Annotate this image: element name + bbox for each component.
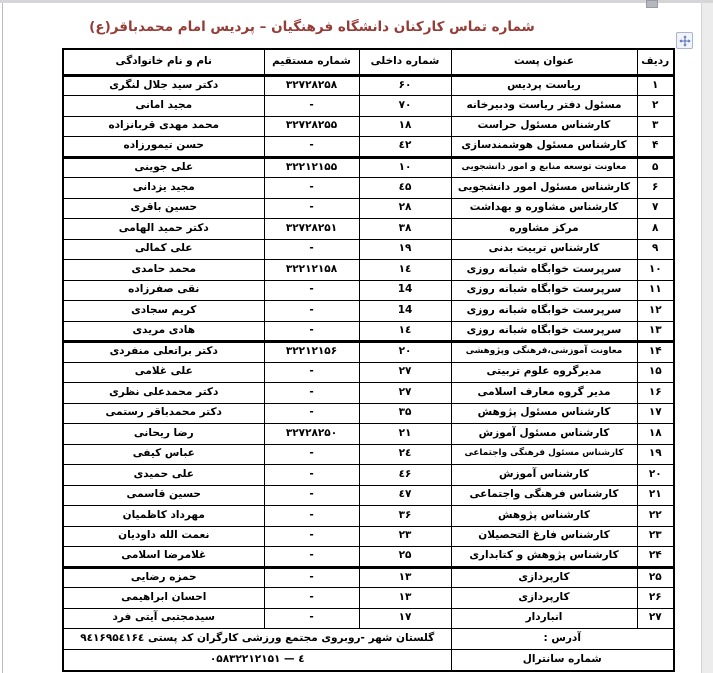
cell-position: سرپرست خوابگاه شبانه روزی [451,301,637,322]
cell-direct-number: ۳۲۷۲۸۲۵۵ [264,116,359,137]
table-row [63,547,674,568]
cell-extension: ۲۸ [359,198,451,219]
table-row [63,403,674,424]
cell-name: سیدمجتبی آیتی فرد [63,608,264,629]
cell-name: رضا ریحانی [63,424,264,445]
centrale-row [63,650,674,671]
cell-extension: ۲۰ [359,342,451,363]
cell-row-number: ۵ [637,157,674,178]
cell-extension: ۲۳ [359,526,451,547]
cell-name: دکتر سید جلال لنگری [63,75,264,96]
cell-direct-number: - [264,178,359,199]
cell-direct-number: - [264,608,359,629]
table-row [63,198,674,219]
cell-row-number: ۲۳ [637,526,674,547]
cell-direct-number: - [264,321,359,342]
table-row [63,116,674,137]
table-row [63,321,674,342]
table-row [63,567,674,588]
table-row [63,383,674,404]
cell-row-number: ۲ [637,96,674,117]
table-row [63,424,674,445]
cell-position: کارشناس تربیت بدنی [451,239,637,260]
cell-position: کارشناس فارغ التحصیلان [451,526,637,547]
column-header-direct-number: شماره مستقیم [264,49,359,75]
cell-name: نقی صفرزاده [63,280,264,301]
cell-extension: ۱٤ [359,260,451,281]
cell-row-number: ۱۵ [637,362,674,383]
cell-direct-number: - [264,383,359,404]
centrale-value-cell [63,650,451,671]
cell-row-number: ۱۲ [637,301,674,322]
cell-direct-number: - [264,403,359,424]
cell-direct-number: ۳۲۷۲۸۲۵۰ [264,424,359,445]
table-row [63,342,674,363]
scrollbar-thumb[interactable] [646,0,658,8]
page-right-margin [701,3,713,673]
cell-name: محمد مهدی قربانزاده [63,116,264,137]
cell-position: کارشناس مسئول فرهنگی واجتماعی [451,444,637,465]
cell-name: نعمت الله داودیان [63,526,264,547]
centrale-label: شماره سانترال [451,650,674,671]
contact-table [62,48,675,672]
cell-row-number: ۱۳ [637,321,674,342]
cell-direct-number: - [264,96,359,117]
cell-position: کارشناس فرهنگی واجتماعی [451,485,637,506]
table-row [63,75,674,96]
cell-name: مهرداد کاظمیان [63,506,264,527]
cell-position: معاونت آموزشی،فرهنگی وپژوهشی [451,342,637,363]
cell-extension: ۲۷ [359,383,451,404]
cell-extension: ۲٤ [359,444,451,465]
cell-position: مدیر گروه معارف اسلامی [451,383,637,404]
cell-position: کارپردازی [451,567,637,588]
cell-row-number: ۸ [637,219,674,240]
cell-direct-number: ۳۲۲۱۲۱۵۶ [264,342,359,363]
cell-direct-number: - [264,526,359,547]
cell-position: کارشناس پژوهش و کتابداری [451,547,637,568]
cell-name: غلامرضا اسلامی [63,547,264,568]
cell-position: کارشناس مسئول هوشمندسازی [451,137,637,158]
column-header-row-number: ردیف [637,49,674,75]
cell-name: هادی مریدی [63,321,264,342]
cell-extension: ۱۳ [359,588,451,609]
cell-row-number: ۶ [637,178,674,199]
header-row [63,49,674,75]
cell-direct-number: - [264,239,359,260]
cell-name: مجید یزدانی [63,178,264,199]
cell-name: حمزه رضایی [63,567,264,588]
page-left-edge [2,3,3,673]
cell-direct-number: - [264,362,359,383]
table-row [63,608,674,629]
cell-extension: 14 [359,280,451,301]
column-header-extension: شماره داخلی [359,49,451,75]
cell-row-number: ۷ [637,198,674,219]
cell-direct-number: - [264,444,359,465]
cell-row-number: ۲۱ [637,485,674,506]
cell-position: ریاست پردیس [451,75,637,96]
cell-name: مجید امانی [63,96,264,117]
cell-row-number: ۹ [637,239,674,260]
table-row [63,444,674,465]
cell-position: کارشناس مسئول حراست [451,116,637,137]
cell-name: دکتر محمدعلی نظری [63,383,264,404]
cell-extension: ۲۱ [359,424,451,445]
cell-extension: ۳۶ [359,506,451,527]
cell-position: معاونت توسعه منابع و امور دانشجویی [451,157,637,178]
cell-row-number: ۳ [637,116,674,137]
cell-extension: ۷۰ [359,96,451,117]
cell-row-number: ۱۸ [637,424,674,445]
cell-row-number: ۲۷ [637,608,674,629]
page-title: شماره تماس کارکنان دانشگاه فرهنگیان – پردیس امام محمدباقر(ع) [89,19,535,35]
cell-row-number: ۱ [637,75,674,96]
address-value: گلستان شهر -روبروی مجتمع ورزشی کارگران کد پستی ۹٤۱۶۹۵٤۱۶٤ [63,629,451,650]
cell-extension: ٤۵ [359,178,451,199]
table-row [63,485,674,506]
cell-row-number: ۱۱ [637,280,674,301]
table-row [63,588,674,609]
cell-row-number: ۱۷ [637,403,674,424]
table-row [63,96,674,117]
cell-extension: ۳۸ [359,219,451,240]
cell-extension: ۳۵ [359,403,451,424]
cell-name: حسن تیمورزاده [63,137,264,158]
table-row [63,280,674,301]
cell-position: کارشناس مسئول امور دانشجویی [451,178,637,199]
cell-name: دکتر براتعلی منفردی [63,342,264,363]
address-row [63,629,674,650]
column-header-position: عنوان پست [451,49,637,75]
table-row [63,239,674,260]
move-arrows-icon [679,35,691,47]
cell-name: علی غلامی [63,362,264,383]
cell-position: انباردار [451,608,637,629]
cell-position: کارشناس مشاوره و بهداشت [451,198,637,219]
table-row [63,301,674,322]
cell-position: کارشناس مسئول آموزش [451,424,637,445]
cell-extension: ۲۵ [359,547,451,568]
cell-name: علی کمالی [63,239,264,260]
centrale-value: ۰۵۸۳۲۲۱۲۱۵۱ — ٤ [209,652,305,665]
cell-direct-number: ۳۲۷۲۸۲۵۸ [264,75,359,96]
cell-row-number: ۱۰ [637,260,674,281]
cell-name: دکتر محمدباقر رستمی [63,403,264,424]
cell-extension: ٤۶ [359,465,451,486]
cell-direct-number: - [264,137,359,158]
cell-position: سرپرست خوابگاه شبانه روزی [451,280,637,301]
cell-extension: 14 [359,301,451,322]
cell-position: کارپردازی [451,588,637,609]
cell-row-number: ۴ [637,137,674,158]
cell-row-number: ۲۰ [637,465,674,486]
cell-direct-number: - [264,280,359,301]
cell-name: حسین باقری [63,198,264,219]
cell-extension: ۱۸ [359,116,451,137]
cell-position: سرپرست خوابگاه شبانه روزی [451,321,637,342]
table-move-handle-icon[interactable] [676,32,693,49]
cell-name: دکتر حمید الهامی [63,219,264,240]
cell-direct-number: - [264,506,359,527]
cell-row-number: ۲۵ [637,567,674,588]
cell-position: کارشناس پژوهش [451,506,637,527]
cell-direct-number: - [264,465,359,486]
cell-name: علی جوینی [63,157,264,178]
table-row [63,260,674,281]
table-row [63,219,674,240]
cell-extension: ۱۹ [359,239,451,260]
cell-name: عباس کیفی [63,444,264,465]
cell-direct-number: ۳۲۲۱۲۱۵۵ [264,157,359,178]
cell-extension: ٤۷ [359,485,451,506]
cell-position: مسئول دفتر ریاست ودبیرخانه [451,96,637,117]
table-row [63,178,674,199]
contact-table-body [63,75,674,629]
table-row [63,465,674,486]
cell-direct-number: - [264,588,359,609]
cell-extension: ٤۲ [359,137,451,158]
cell-extension: ۱۷ [359,608,451,629]
table-row [63,157,674,178]
cell-name: کریم سجادی [63,301,264,322]
cell-direct-number: - [264,547,359,568]
cell-extension: ۱٤ [359,321,451,342]
cell-extension: ۲۷ [359,362,451,383]
cell-position: مدیرگروه علوم تربیتی [451,362,637,383]
cell-direct-number: - [264,485,359,506]
cell-name: محمد حامدی [63,260,264,281]
cell-position: سرپرست خوابگاه شبانه روزی [451,260,637,281]
cell-row-number: ۲۶ [637,588,674,609]
table-row [63,137,674,158]
cell-position: کارشناس آموزش [451,465,637,486]
table-row [63,362,674,383]
table-row [63,506,674,527]
cell-position: مرکز مشاوره [451,219,637,240]
cell-extension: ۱۰ [359,157,451,178]
table-row [63,526,674,547]
cell-extension: ۶۰ [359,75,451,96]
cell-row-number: ۱۴ [637,342,674,363]
cell-row-number: ۱۶ [637,383,674,404]
column-header-name: نام و نام خانوادگی [63,49,264,75]
cell-direct-number: - [264,567,359,588]
cell-position: کارشناس مسئول پژوهش [451,403,637,424]
cell-name: حسین قاسمی [63,485,264,506]
cell-name: علی حمیدی [63,465,264,486]
cell-row-number: ۱۹ [637,444,674,465]
cell-direct-number: - [264,301,359,322]
address-label: آدرس : [451,629,674,650]
cell-direct-number: ۳۲۲۱۲۱۵۸ [264,260,359,281]
cell-extension: ۱۳ [359,567,451,588]
window-top-edge [0,0,713,3]
cell-row-number: ۲۲ [637,506,674,527]
cell-row-number: ۲۴ [637,547,674,568]
cell-direct-number: - [264,198,359,219]
cell-direct-number: ۳۲۷۲۸۲۵۱ [264,219,359,240]
cell-name: احسان ابراهیمی [63,588,264,609]
